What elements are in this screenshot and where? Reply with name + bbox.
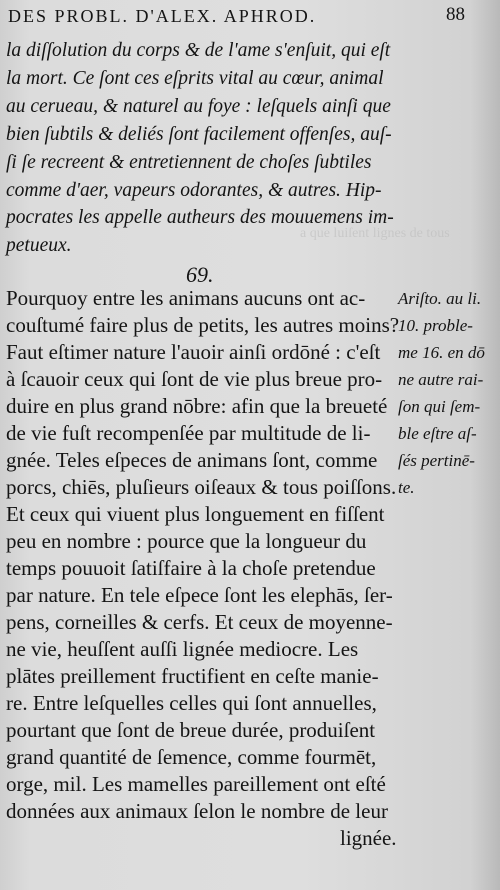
- margin-note-line: ſon qui ſem-: [398, 397, 481, 416]
- body-line: re. Entre leſquelles celles qui ſont annuelles,: [6, 691, 377, 715]
- body-line: duire en plus grand nōbre: afin que la breueté: [6, 394, 388, 418]
- body-line: grand quantité de ſemence, comme fourmēt,: [6, 745, 377, 769]
- body-line: à ſcauoir ceux qui ſont de vie plus breue pro-: [6, 367, 383, 391]
- margin-note-line: 10. proble-: [398, 316, 473, 335]
- body-line: pens, corneilles & cerfs. Et ceux de moyenne-: [6, 610, 393, 634]
- body-line: plātes preillement fructifient en ceſte manie-: [6, 664, 379, 688]
- bleed-through-text: a que luiſent lignes de tous: [300, 226, 450, 241]
- intro-line: la mort. Ce ſont ces eſprits vital au cœur, animal: [6, 68, 384, 89]
- body-line: orge, mil. Les mamelles pareillement ont eſté: [6, 772, 386, 796]
- intro-line: la diſſolution du corps & de l'ame s'enſuit, qui eſt: [6, 40, 391, 61]
- body-line: peu en nombre : pource que la longueur du: [6, 529, 367, 553]
- intro-line: bien ſubtils & deliés ſont facilement offenſes, auſ-: [6, 124, 392, 145]
- body-line: Et ceux qui viuent plus longuement en fiſſent: [6, 502, 385, 526]
- folio-number: 88: [446, 4, 465, 25]
- body-line: données aux animaux ſelon le nombre de leur: [6, 799, 388, 823]
- body-line-last: lignée.: [340, 826, 397, 850]
- margin-note-line: ne autre rai-: [398, 370, 484, 389]
- margin-note-line: Ariſto. au li.: [398, 289, 482, 308]
- problem-number: 69.: [186, 262, 214, 287]
- body-line: ne vie, heuſſent auſſi lignée mediocre. Les: [6, 637, 359, 661]
- body-line: temps pouuoit ſatiſfaire à la choſe pretendue: [6, 556, 376, 580]
- body-line: couſtumé faire plus de petits, les autres moins?: [6, 313, 400, 337]
- body-line: gnée. Teles eſpeces de animans ſont, comme: [6, 448, 378, 472]
- body-line: de vie fuſt recompenſée par multitude de li-: [6, 421, 371, 445]
- intro-line: comme d'aer, vapeurs odorantes, & autres. Hip-: [6, 180, 382, 201]
- intro-line: ſi ſe recreent & entretiennent de choſes ſubtiles: [6, 152, 372, 173]
- body-line: pourtant que ſont de breue durée, produiſent: [6, 718, 376, 742]
- margin-note-line: me 16. en dō: [398, 343, 485, 362]
- running-head-title: DES PROBL. D'ALEX. APHROD.: [8, 6, 317, 26]
- intro-line: au cerueau, & naturel au foye : leſquels ainſi que: [6, 96, 391, 117]
- intro-line: pocrates les appelle autheurs des mouuemens im-: [6, 207, 394, 228]
- margin-note-line: ble eſtre aſ-: [398, 424, 477, 443]
- body-line: porcs, chiēs, pluſieurs oiſeaux & tous poiſſons.: [6, 475, 397, 499]
- body-line: Faut eſtimer nature l'auoir ainſi ordōné : c'eſt: [6, 340, 381, 364]
- body-line: Pourquoy entre les animans aucuns ont ac-: [6, 286, 366, 310]
- intro-line: petueux.: [6, 235, 72, 256]
- margin-note-line: te.: [398, 478, 415, 497]
- margin-note-line: ſés pertinē-: [398, 451, 475, 470]
- body-line: par nature. En tele eſpece ſont les elephās, ſer-: [6, 583, 393, 607]
